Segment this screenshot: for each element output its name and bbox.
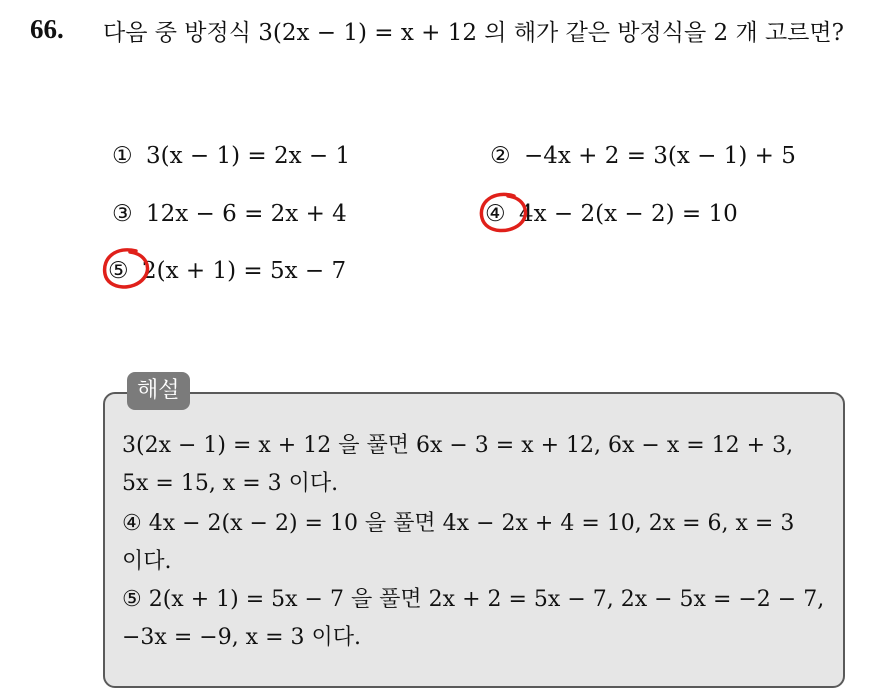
option-2[interactable]	[490, 143, 796, 169]
option-2-expr: −4x + 2 = 3(x − 1) + 5	[524, 143, 796, 169]
option-5-expr: 2(x + 1) = 5x − 7	[142, 258, 347, 284]
option-5-mark: ⑤	[108, 258, 129, 284]
option-3-mark: ③	[112, 201, 133, 227]
option-3-expr: 12x − 6 = 2x + 4	[146, 201, 347, 227]
option-1[interactable]	[112, 143, 350, 169]
explanation-line: 3(2x − 1) = x + 12 을 풀면 6x − 3 = x + 12, 6x − x = 12 + 3,	[122, 433, 794, 458]
question-text: 다음 중 방정식 3(2x − 1) = x + 12 의 해가 같은 방정식을 2 개 고르면?	[103, 20, 844, 46]
selection-circle-option-5	[98, 244, 154, 294]
explanation-label: 해설	[127, 372, 190, 410]
selection-circle-option-4	[474, 188, 532, 238]
explanation-line: ⑤ 2(x + 1) = 5x − 7 을 풀면 2x + 2 = 5x − 7, 2x − 5x = −2 − 7,	[122, 587, 825, 612]
explanation-line: 5x = 15, x = 3 이다.	[122, 471, 339, 496]
option-1-expr: 3(x − 1) = 2x − 1	[146, 143, 351, 169]
option-3[interactable]	[112, 201, 347, 227]
explanation-line: −3x = −9, x = 3 이다.	[122, 625, 361, 650]
question-number: 66.	[30, 14, 64, 44]
option-4-expr: 4x − 2(x − 2) = 10	[519, 201, 738, 227]
explanation-line: ④ 4x − 2(x − 2) = 10 을 풀면 4x − 2x + 4 = 10, 2x = 6, x = 3	[122, 511, 795, 536]
option-4-mark: ④	[485, 201, 506, 227]
option-2-mark: ②	[490, 143, 511, 169]
option-1-mark: ①	[112, 143, 133, 169]
explanation-line: 이다.	[122, 549, 172, 574]
